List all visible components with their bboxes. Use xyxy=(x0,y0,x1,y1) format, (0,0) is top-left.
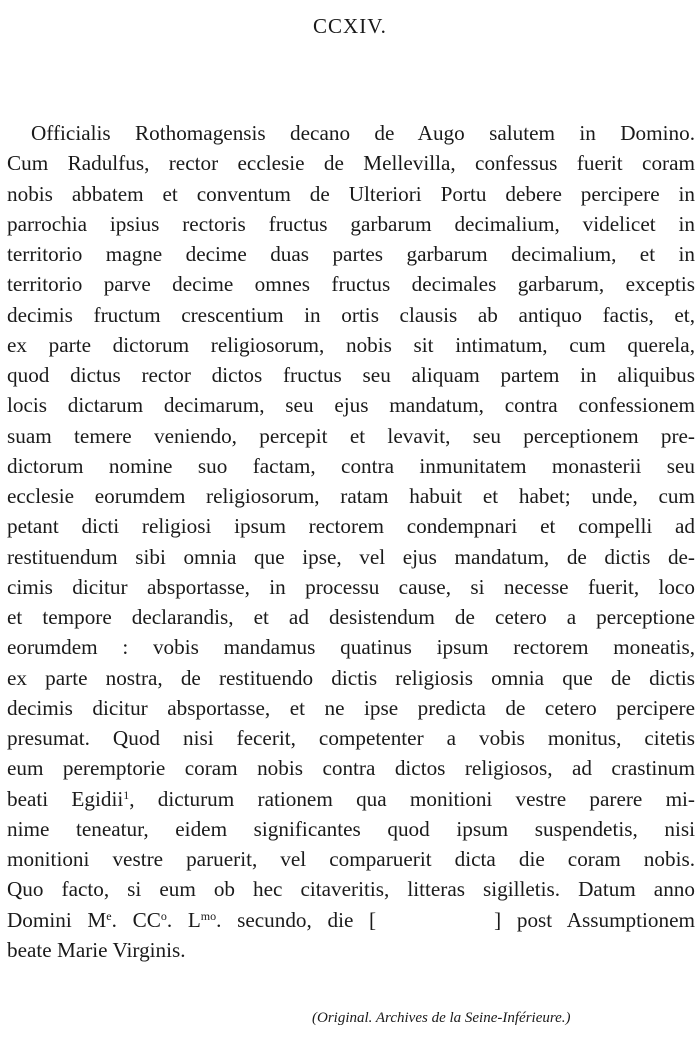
text-line: Quo facto, si eum ob hec citaveritis, litteras sigilletis. Datum anno xyxy=(7,877,695,902)
text-line: restituendum sibi omnia que ipse, vel ejus mandatum, de dictis de- xyxy=(7,544,695,569)
text-line: et tempore declarandis, et ad desistendum de cetero a perceptione xyxy=(7,605,695,629)
text-fragment: Domini M xyxy=(7,907,107,932)
text-line: Cum Radulfus, rector ecclesie de Mellevilla, confessus fuerit coram xyxy=(7,151,695,176)
text-line: decimis dicitur absportasse, et ne ipse predicta de cetero percipere xyxy=(7,695,695,720)
text-line: decimis fructum crescentium in ortis clausis ab antiquo factis, et, xyxy=(7,302,695,327)
text-line: suam temere veniendo, percepit et levavit, seu perceptionem pre- xyxy=(7,423,695,448)
text-line: locis dictarum decimarum, seu ejus mandatum, contra confessionem xyxy=(7,393,695,418)
text-line: parrochia ipsius rectoris fructus garbarum decimalium, videlicet in xyxy=(7,211,695,236)
charter-number-heading: CCXIV. xyxy=(313,14,387,38)
text-line: Officialis Rothomagensis decano de Augo salutem in Domino. xyxy=(31,121,695,145)
superscript: o xyxy=(160,908,167,923)
text-line: petant dicti religiosi ipsum rectorem condempnari et compelli ad xyxy=(7,514,695,539)
text-line: ex parte dictorum religiosorum, nobis sit intimatum, cum querela, xyxy=(7,332,695,357)
text-fragment: . secundo, die [ xyxy=(216,907,377,932)
text-line: nime teneatur, eidem significantes quod ipsum suspendetis, nisi xyxy=(7,816,695,841)
text-line: eum peremptorie coram nobis contra dictos religiosos, ad crastinum xyxy=(7,756,695,781)
text-line: presumat. Quod nisi fecerit, competenter a vobis monitus, citetis xyxy=(7,726,695,750)
text-fragment: ] post Assumptionem xyxy=(494,907,695,932)
superscript: e xyxy=(106,908,112,923)
text-line-with-footnote xyxy=(7,784,695,814)
text-line: ecclesie eorumdem religiosorum, ratam habuit et habet; unde, cum xyxy=(7,484,695,508)
charter-text xyxy=(7,118,695,965)
text-fragment: . CC xyxy=(111,907,161,932)
text-fragment: . L xyxy=(166,907,201,932)
text-line: monitioni vestre paruerit, vel comparuerit dicta die coram nobis. xyxy=(7,847,695,871)
source-note: (Original. Archives de la Seine-Inférieure.) xyxy=(312,1010,571,1026)
text-line: territorio magne decime duas partes garbarum decimalium, et in xyxy=(7,242,695,266)
text-fragment: beati Egidii xyxy=(7,786,124,811)
text-line: dictorum nomine suo factam, contra inmunitatem monasterii seu xyxy=(7,453,695,478)
text-fragment: , dicturum rationem qua monitioni vestre parere mi- xyxy=(129,786,695,811)
text-line: quod dictus rector dictos fructus seu aliquam partem in aliquibus xyxy=(7,363,695,387)
date-line xyxy=(7,905,695,935)
text-line: cimis dicitur absportasse, in processu cause, si necesse fuerit, loco xyxy=(7,574,695,599)
superscript: mo xyxy=(200,908,217,923)
text-line: territorio parve decime omnes fructus decimales garbarum, exceptis xyxy=(7,272,695,297)
text-line: nobis abbatem et conventum de Ulteriori Portu debere percipere in xyxy=(7,181,695,206)
text-line: ex parte nostra, de restituendo dictis religiosis omnia que de dictis xyxy=(7,665,695,690)
text-line: beate Marie Virginis. xyxy=(7,937,186,962)
text-line: eorumdem : vobis mandamus quatinus ipsum rectorem moneatis, xyxy=(7,635,695,660)
footnote-marker: 1 xyxy=(123,787,130,802)
